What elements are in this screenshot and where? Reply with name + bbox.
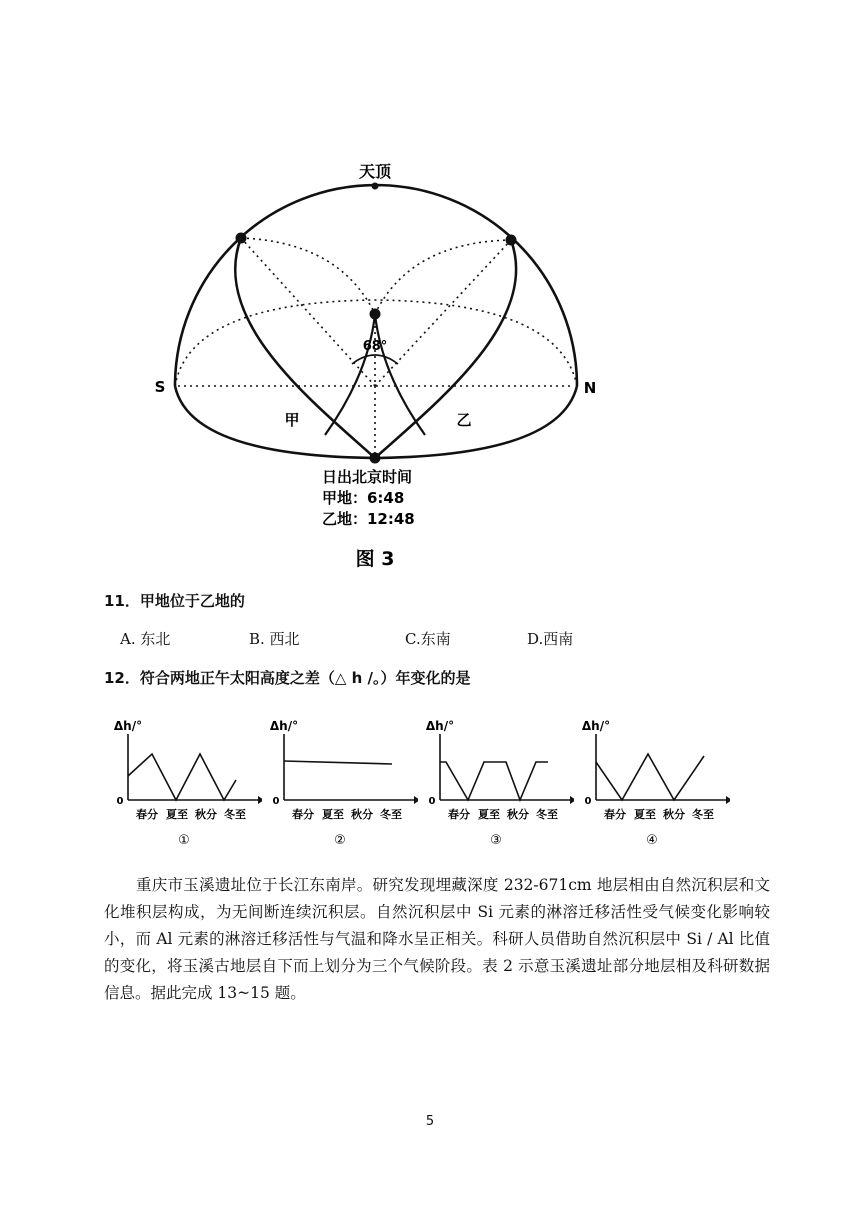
graph-1 — [112, 716, 262, 852]
graph-3-ylabel: Δh/° — [425, 719, 455, 733]
graph-1-origin: 0 — [116, 796, 124, 807]
graph-4-ylabel: Δh/° — [581, 719, 611, 733]
sun-ray-b — [375, 240, 511, 386]
graph-4 — [580, 716, 730, 852]
graph-2-curve — [284, 761, 392, 764]
graph-2-origin: 0 — [272, 796, 280, 807]
sun-point-b — [506, 235, 517, 246]
sun-path-b-tail — [375, 314, 425, 435]
sunrise-title: 日出北京时间 — [322, 468, 413, 486]
graph-3-tick-4: 冬至 — [536, 808, 558, 821]
place-a-label: 甲 — [284, 411, 300, 429]
graph-1-tick-1: 春分 — [136, 808, 158, 821]
graph-4-tick-1: 春分 — [604, 808, 626, 821]
sunrise-a: 甲地：6:48 — [322, 489, 405, 507]
place-b-label: 乙 — [456, 411, 472, 429]
graph-2-number: ② — [334, 833, 346, 848]
upper-node-point — [370, 309, 381, 320]
graph-3-origin: 0 — [428, 796, 436, 807]
zenith-point — [372, 183, 379, 190]
graph-3-number: ③ — [490, 833, 502, 848]
graph-3-curve — [440, 762, 548, 800]
sun-path-a-tail — [325, 314, 375, 435]
figure-caption: 图 3 — [355, 548, 395, 570]
graph-1-number: ① — [178, 833, 190, 848]
graph-2-ylabel: Δh/° — [269, 719, 299, 733]
graph-3-tick-1: 春分 — [448, 808, 470, 821]
hemisphere-outline — [175, 185, 577, 386]
graph-4-curve — [596, 754, 704, 800]
q11-option-a: A. 东北 — [120, 630, 171, 648]
graph-1-x-arrow — [258, 796, 262, 804]
graph-2 — [268, 716, 418, 852]
horizon-front-edge — [175, 386, 577, 458]
graph-4-tick-3: 秋分 — [663, 808, 685, 821]
graph-2-tick-1: 春分 — [292, 808, 314, 821]
graph-1-ylabel: Δh/° — [113, 719, 143, 733]
north-label: N — [583, 379, 597, 397]
sun-arc-a-upper — [241, 238, 375, 314]
sun-path-a — [235, 238, 375, 458]
q11-option-c: C.东南 — [405, 630, 451, 648]
graph-2-tick-3: 秋分 — [351, 808, 373, 821]
sun-arc-b-upper — [375, 240, 511, 314]
figure-3-diagram — [140, 150, 620, 570]
question-12-stem: 12．符合两地正午太阳高度之差（△ h /。）年变化的是 — [104, 669, 471, 687]
question-11-stem: 11．甲地位于乙地的 — [104, 592, 245, 610]
zenith-label: 天顶 — [358, 162, 392, 181]
graph-3 — [424, 716, 574, 852]
graph-1-tick-3: 秋分 — [195, 808, 217, 821]
graph-3-x-arrow — [570, 796, 574, 804]
reading-passage — [104, 872, 770, 1007]
graph-4-number: ④ — [646, 833, 658, 848]
graph-4-tick-4: 冬至 — [692, 808, 714, 821]
page-number: 5 — [425, 1114, 435, 1129]
graph-3-tick-3: 秋分 — [507, 808, 529, 821]
graph-2-x-arrow — [414, 796, 418, 804]
passage-text: 重庆市玉溪遗址位于长江东南岸。研究发现埋藏深度 232-671cm 地层相由自然沉积层和文化堆积层构成，为无间断连续沉积层。自然沉积层中 Si 元素的淋溶迁移活性受气候变化影响较小，而 Al 元素的淋溶迁移活性与气温和降水呈正相关。科研人员借助自然沉积层中 Si / Al 比值的变化，将玉溪古地层自下而上划分为三个气候阶段。表 2 示意玉溪遗址部分地层相及科研数据信息。据此完成 13~15 题。 — [104, 876, 770, 1002]
graph-2-tick-4: 冬至 — [380, 808, 402, 821]
graph-4-tick-2: 夏至 — [634, 808, 656, 821]
graph-3-tick-2: 夏至 — [478, 808, 500, 821]
south-label: S — [154, 378, 166, 396]
sun-ray-a — [241, 238, 375, 386]
graph-4-origin: 0 — [584, 796, 592, 807]
q11-option-d: D.西南 — [527, 630, 574, 648]
graph-4-x-arrow — [726, 796, 730, 804]
sunrise-b: 乙地：12:48 — [322, 510, 415, 528]
graph-1-tick-2: 夏至 — [166, 808, 188, 821]
angle-label: 68° — [362, 339, 388, 354]
sunrise-point — [370, 453, 381, 464]
sun-point-a — [236, 233, 247, 244]
graph-1-tick-4: 冬至 — [224, 808, 246, 821]
graph-2-tick-2: 夏至 — [322, 808, 344, 821]
q11-option-b: B. 西北 — [249, 630, 300, 648]
graph-1-curve — [128, 754, 236, 800]
sun-path-b — [375, 240, 516, 458]
